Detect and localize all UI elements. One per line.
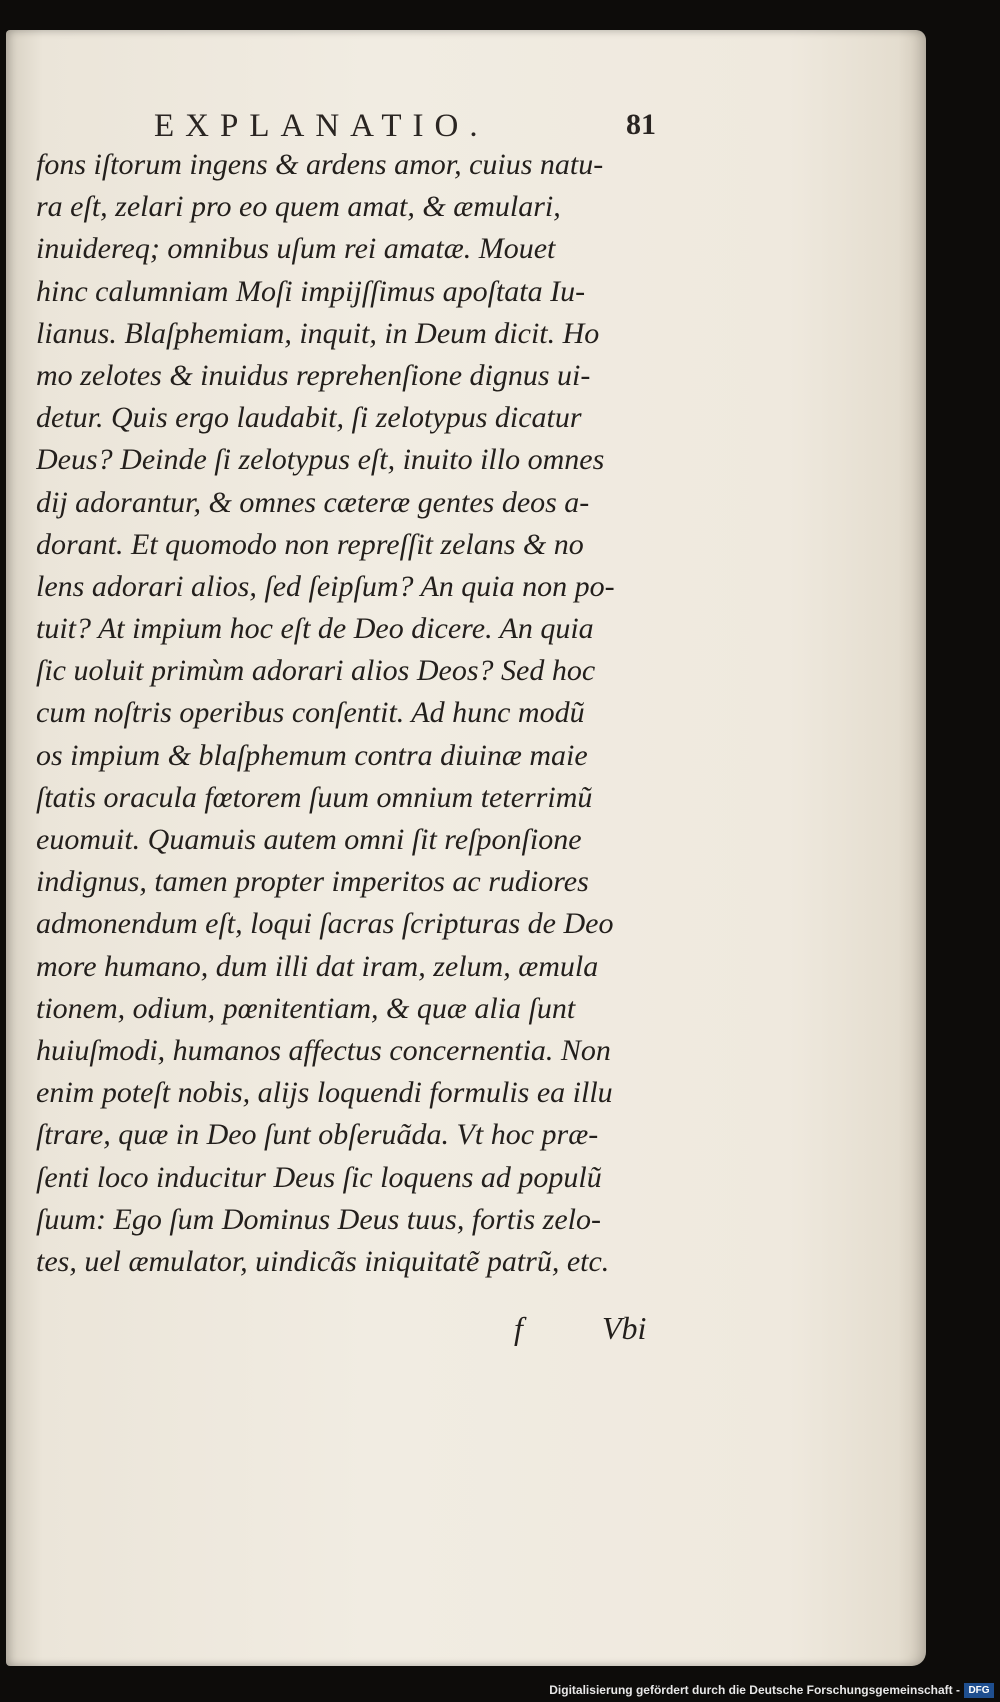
text-line: dorant. Et quomodo non repreſſit zelans & no xyxy=(36,527,584,561)
text-line: detur. Quis ergo laudabit, ſi zelotypus dicatur xyxy=(36,401,582,435)
text-line: ſtrare, quæ in Deo ſunt obſeruãda. Vt hoc præ- xyxy=(36,1118,599,1152)
text-line: ſic uoluit primùm adorari alios Deos? Sed hoc xyxy=(36,654,596,688)
text-line: os impium & blaſphemum contra diuinæ maie xyxy=(36,738,588,772)
text-line: fons iſtorum ingens & ardens amor, cuius natu- xyxy=(36,148,604,181)
text-line: Deus? Deinde ſi zelotypus eſt, inuito illo omnes xyxy=(36,443,605,477)
page-header xyxy=(6,82,926,142)
dfg-logo-icon: DFG xyxy=(964,1683,994,1698)
text-line: dij adorantur, & omnes cæteræ gentes deos a- xyxy=(36,485,590,519)
page-foot-marks xyxy=(36,1310,676,1360)
text-line: lens adorari alios, ſed ſeipſum? An quia non po- xyxy=(36,569,615,603)
body-text xyxy=(36,144,676,1283)
text-line: ſenti loco inducitur Deus ſic loquens ad populũ xyxy=(36,1160,602,1194)
text-line: ſtatis oracula fœtorem ſuum omnium teterrimũ xyxy=(36,780,593,814)
funding-credit: Digitalisierung gefördert durch die Deutsche Forschungsgemeinschaft - xyxy=(549,1683,960,1697)
text-line: euomuit. Quamuis autem omni ſit reſponſione xyxy=(36,823,582,856)
book-page xyxy=(6,30,926,1666)
digitization-footer xyxy=(0,1680,1000,1702)
catchword: Vbi xyxy=(602,1310,647,1346)
folio-number: 81 xyxy=(626,108,656,141)
text-line: indignus, tamen propter imperitos ac rudiores xyxy=(36,865,589,899)
text-line: tuit? At impium hoc eſt de Deo dicere. An quia xyxy=(36,612,594,646)
text-line: ra eſt, zelari pro eo quem amat, & æmulari, xyxy=(36,190,561,224)
text-line: admonendum eſt, loqui ſacras ſcripturas de Deo xyxy=(36,907,614,941)
text-line: tionem, odium, pœnitentiam, & quæ alia ſunt xyxy=(36,991,576,1025)
text-line: enim poteſt nobis, alijs loquendi formulis ea illu xyxy=(36,1076,613,1110)
text-line: inuidereq; omnibus uſum rei amatæ. Mouet xyxy=(36,232,556,266)
text-line: mo zelotes & inuidus reprehenſione dignus ui- xyxy=(36,358,591,392)
text-line: ſuum: Ego ſum Dominus Deus tuus, fortis zelo- xyxy=(36,1202,601,1236)
signature-mark: f xyxy=(514,1310,523,1346)
text-line: tes, uel æmulator, uindicãs iniquitatẽ patrũ, etc. xyxy=(36,1244,610,1278)
running-title: EXPLANATIO. xyxy=(154,108,489,144)
text-line: hinc calumniam Moſi impijſſimus apoſtata Iu- xyxy=(36,274,586,308)
text-line: cum noſtris operibus conſentit. Ad hunc modũ xyxy=(36,696,585,730)
text-line: more humano, dum illi dat iram, zelum, æmula xyxy=(36,949,599,983)
text-line: huiuſmodi, humanos affectus concernentia. Non xyxy=(36,1033,611,1067)
text-line: lianus. Blaſphemiam, inquit, in Deum dicit. Ho xyxy=(36,316,600,350)
